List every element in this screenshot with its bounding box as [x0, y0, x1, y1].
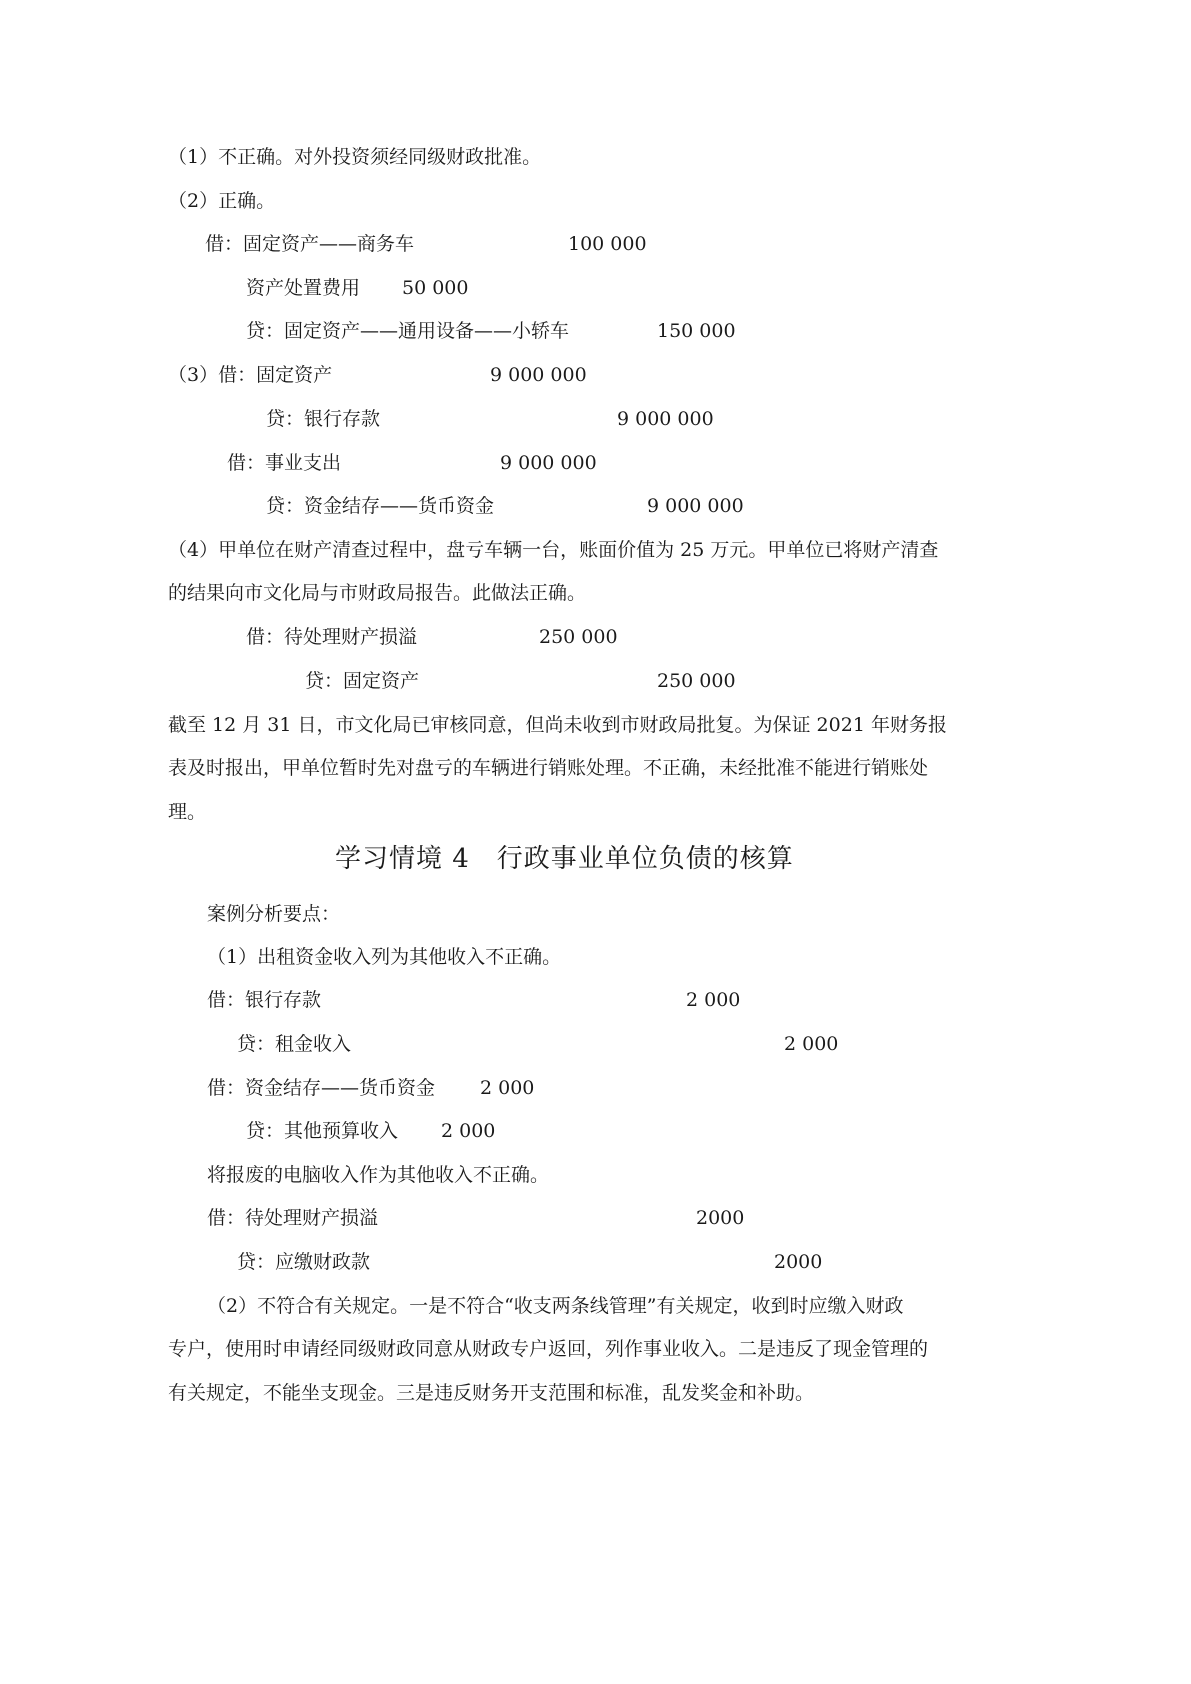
entry-3-line-2-amount: 9 000 000	[617, 408, 714, 430]
entry-2-line-2-label: 资产处置费用	[246, 277, 361, 299]
entry-3-line-1-amount: 9 000 000	[490, 364, 587, 386]
entry-2-line-3-label: 贷：固定资产——通用设备——小轿车	[246, 320, 570, 342]
paragraph-1: （1）不正确。对外投资须经同级财政批准。	[168, 146, 542, 168]
case-point-1b: 将报废的电脑收入作为其他收入不正确。	[207, 1164, 550, 1186]
entry-2-line-1-amount: 100 000	[568, 233, 647, 255]
entry-2-line-3-amount: 150 000	[657, 320, 736, 342]
entry-2-line-1-label: 借：固定资产——商务车	[205, 233, 415, 255]
paragraph-4-line-2: 的结果向市文化局与市财政局报告。此做法正确。	[168, 582, 587, 604]
section-title: 学习情境 4 行政事业单位负债的核算	[335, 844, 794, 874]
case-heading: 案例分析要点：	[207, 903, 341, 925]
paragraph-4-line-1: （4）甲单位在财产清查过程中，盘亏车辆一台，账面价值为 25 万元。甲单位已将财产清查	[168, 539, 939, 561]
entry-2-line-2-amount: 50 000	[402, 277, 469, 299]
entry-4-line-2-label: 贷：固定资产	[305, 670, 420, 692]
paragraph-5-line-2: 表及时报出，甲单位暂时先对盘亏的车辆进行销账处理。不正确，未经批准不能进行销账处	[168, 757, 929, 779]
case-entry-1-line-1-amount: 2 000	[686, 989, 741, 1011]
entry-3-line-4-label: 贷：资金结存——货币资金	[266, 495, 495, 517]
case-entry-1-line-2-amount: 2 000	[784, 1033, 839, 1055]
case-entry-2-line-2-amount: 2000	[774, 1251, 823, 1273]
entry-4-line-1-amount: 250 000	[539, 626, 618, 648]
entry-4-line-1-label: 借：待处理财产损溢	[246, 626, 418, 648]
entry-3-line-2-label: 贷：银行存款	[266, 408, 381, 430]
case-entry-1-line-2-label: 贷：租金收入	[237, 1033, 352, 1055]
entry-3-line-3-label: 借：事业支出	[227, 452, 342, 474]
entry-3-line-1-label: （3）借：固定资产	[168, 364, 333, 386]
paragraph-5-line-1: 截至 12 月 31 日，市文化局已审核同意，但尚未收到市财政局批复。为保证 2021 年财务报	[168, 714, 947, 736]
case-point-2-line-2: 专户，使用时申请经同级财政同意从财政专户返回，列作事业收入。二是违反了现金管理的	[168, 1338, 929, 1360]
case-entry-2-line-2-label: 贷：应缴财政款	[237, 1251, 371, 1273]
case-entry-1-line-3-label: 借：资金结存——货币资金	[207, 1077, 436, 1099]
case-point-2-line-1: （2）不符合有关规定。一是不符合“收支两条线管理”有关规定，收到时应缴入财政	[207, 1295, 904, 1317]
case-entry-1-line-4-label: 贷：其他预算收入	[246, 1120, 399, 1142]
paragraph-2: （2）正确。	[168, 190, 276, 212]
case-point-2-line-3: 有关规定，不能坐支现金。三是违反财务开支范围和标准，乱发奖金和补助。	[168, 1382, 815, 1404]
case-entry-1-line-1-label: 借：银行存款	[207, 989, 322, 1011]
entry-3-line-3-amount: 9 000 000	[500, 452, 597, 474]
case-entry-1-line-3-amount: 2 000	[480, 1077, 535, 1099]
paragraph-5-line-3: 理。	[168, 801, 207, 823]
case-point-1: （1）出租资金收入列为其他收入不正确。	[207, 946, 562, 968]
case-entry-2-line-1-label: 借：待处理财产损溢	[207, 1207, 379, 1229]
case-entry-2-line-1-amount: 2000	[696, 1207, 745, 1229]
entry-3-line-4-amount: 9 000 000	[647, 495, 744, 517]
case-entry-1-line-4-amount: 2 000	[441, 1120, 496, 1142]
entry-4-line-2-amount: 250 000	[657, 670, 736, 692]
